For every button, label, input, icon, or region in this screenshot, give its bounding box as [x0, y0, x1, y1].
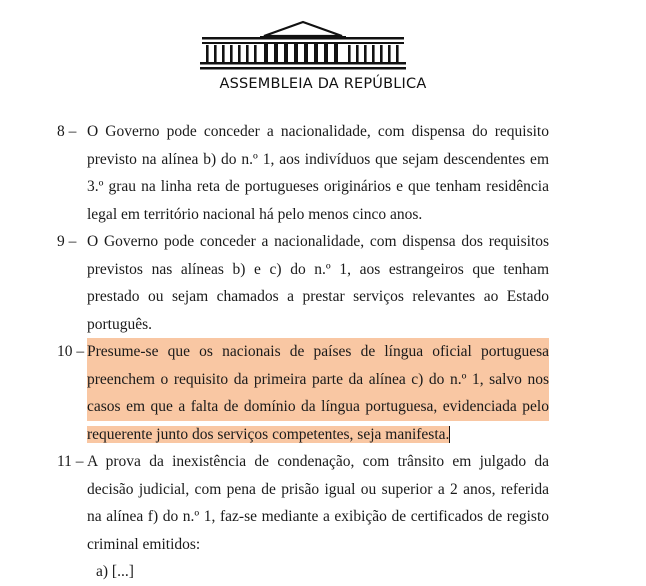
sub-item-text: a) [...]	[96, 563, 134, 580]
text-line: prestado ou sejam chamados a prestar serviços relevantes ao Estado	[87, 288, 549, 305]
highlighted-line[interactable]: requerente junto dos serviços competentes, seja manifesta.	[87, 425, 450, 443]
highlighted-line[interactable]: casos em que a falta de domínio da língua portuguesa, evidenciada pelo	[87, 393, 549, 421]
sub-item	[0, 558, 646, 586]
text-line: criminal emitidos:	[87, 535, 201, 553]
text-line: decisão judicial, com pena de prisão igual ou superior a 2 anos, referida	[87, 480, 549, 498]
organization-name: ASSEMBLEIA DA REPÚBLICA	[219, 76, 427, 92]
text-line: A prova da inexistência de condenação, com trânsito em julgado da	[87, 453, 549, 470]
text-line: 3.º grau na linha reta de portugueses originários e que tenham residência	[87, 178, 549, 195]
paragraph-item-8	[0, 118, 646, 228]
item-text	[87, 118, 549, 228]
item-number: 8 –	[57, 123, 77, 140]
item-number: 9 –	[57, 233, 77, 250]
text-line: previstos nas alíneas b) e c) do n.º 1, aos estrangeiros que tenham	[87, 260, 549, 278]
item-text	[87, 448, 549, 558]
text-line: previsto na alínea b) do n.º 1, aos indivíduos que sejam descendentes em	[87, 150, 549, 168]
highlighted-line[interactable]: preenchem o requisito da primeira parte da alínea c) do n.º 1, salvo nos	[87, 366, 549, 394]
text-line: português.	[87, 315, 153, 333]
text-line: na alínea f) do n.º 1, faz-se mediante a exibição de certificados de registo	[87, 508, 549, 525]
text-line: legal em território nacional há pelo menos cinco anos.	[87, 205, 423, 223]
parliament-building-logo	[198, 20, 408, 72]
highlighted-text-selection[interactable]	[87, 338, 549, 448]
document-header	[0, 0, 646, 100]
paragraph-item-10-highlighted[interactable]	[0, 338, 646, 448]
document-body	[0, 118, 646, 586]
paragraph-item-9	[0, 228, 646, 338]
highlighted-line[interactable]: Presume-se que os nacionais de países de língua oficial portuguesa	[87, 338, 549, 366]
text-line: O Governo pode conceder a nacionalidade, com dispensa do requisito	[87, 123, 549, 140]
item-number: 11 –	[57, 453, 84, 470]
text-line: O Governo pode conceder a nacionalidade, com dispensa dos requisitos	[87, 233, 549, 250]
paragraph-item-11	[0, 448, 646, 558]
item-number: 10 –	[57, 343, 85, 360]
item-text	[87, 228, 549, 338]
highlighted-line-last[interactable]	[87, 421, 549, 449]
